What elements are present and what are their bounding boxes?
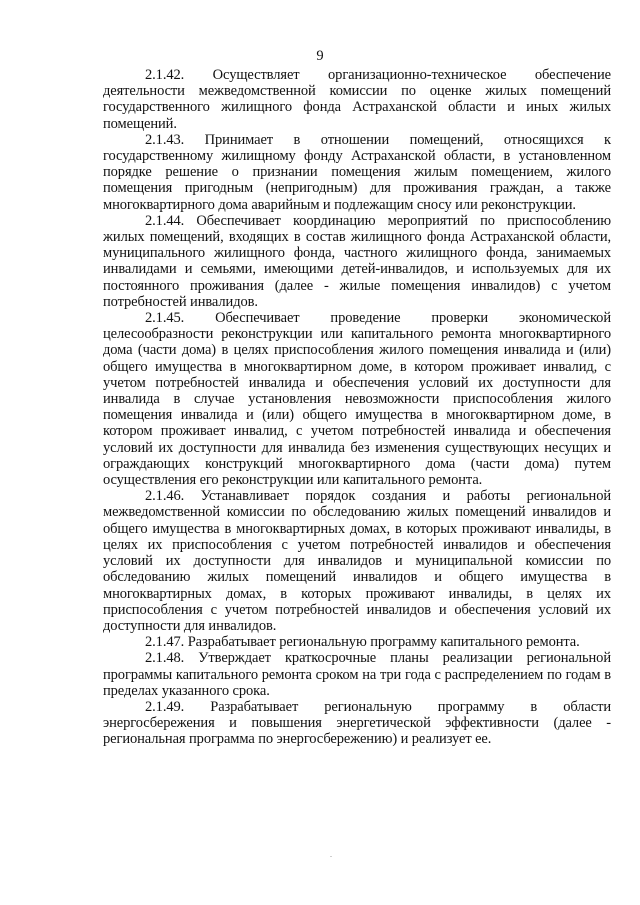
paragraph-2-1-48: 2.1.48. Утверждает краткосрочные планы реализации региональной программы капитального ремонта сроком на три года с распределением по годам в пределах указанного срока. [103, 650, 611, 699]
paragraph-2-1-44: 2.1.44. Обеспечивает координацию мероприятий по приспособлению жилых помещений, входящих в состав жилищного фонда Астраханской области, муниципального жилищного фонда, частного жилищного фонда, занимаемых инвалидами и семьями, имеющими детей-инвалидов, и используемых для их постоянного проживания (далее - жилые помещения инвалидов) с учетом потребностей инвалидов. [103, 212, 611, 310]
document-body [103, 67, 611, 748]
paragraph-2-1-49: 2.1.49. Разрабатывает региональную программу в области энергосбережения и повышения энергетической эффективности (далее - региональная программа по энергосбережению) и реализует ее. [103, 698, 611, 748]
scan-speck [330, 856, 332, 857]
paragraph-2-1-42: 2.1.42. Осуществляет организационно-техническое обеспечение деятельности межведомственной комиссии по оценке жилых помещений государственного жилищного фонда Астраханской области и иных жилых помещений. [103, 67, 611, 132]
paragraph-2-1-43: 2.1.43. Принимает в отношении помещений, относящихся к государственному жилищному фонду Астраханской области, в установленном порядке решение о признании помещения жилым помещением, жилого помещения пригодным (непригодным) для проживания граждан, а также многоквартирного дома аварийным и подлежащим сносу или реконструкции. [103, 131, 611, 213]
paragraph-2-1-47: 2.1.47. Разрабатывает региональную программу капитального ремонта. [145, 634, 580, 651]
paragraph-2-1-45: 2.1.45. Обеспечивает проведение проверки экономической целесообразности реконструкции или капитального ремонта многоквартирного дома (части дома) в целях приспособления жилого помещения инвалида и (или) общего имущества в многоквартирном доме, в котором проживает инвалид, с учетом потребностей инвалида и обеспечения условий их доступности для инвалида в случае установления невозможности приспособления жилого помещения инвалида и (или) общего имущества в многоквартирном доме, в котором проживает инвалид, с учетом потребностей инвалида и обеспечения условий их доступности для инвалида без изменения существующих несущих и ограждающих конструкций многоквартирного дома (части дома) путем осуществления его реконструкции или капитального ремонта. [103, 310, 611, 489]
page-number: 9 [316, 48, 324, 64]
paragraph-2-1-46: 2.1.46. Устанавливает порядок создания и работы региональной межведомственной комиссии по обследованию жилых помещений инвалидов и общего имущества в многоквартирных домах, в которых проживают инвалиды, в целях их приспособления с учетом потребностей инвалидов и обеспечения условий их доступности для инвалидов и муниципальной комиссии по обследованию жилых помещений инвалидов и общего имущества в многоквартирных домах, в которых проживают инвалиды, в целях их приспособления с учетом потребностей инвалидов и обеспечения условий их доступности для инвалидов. [103, 488, 611, 634]
